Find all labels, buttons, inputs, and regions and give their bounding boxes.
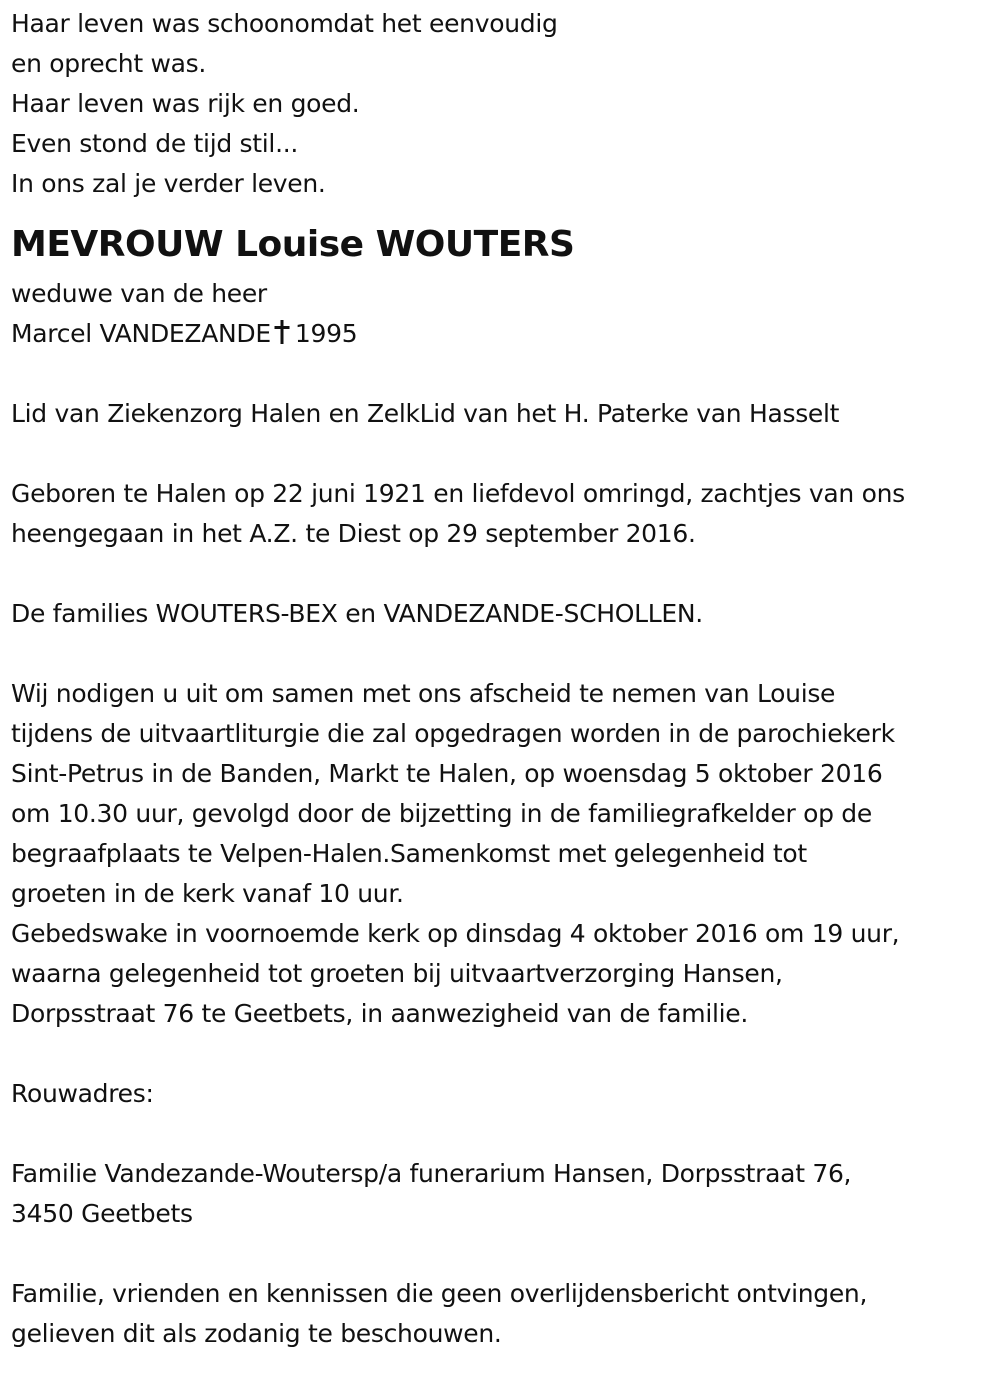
funeral-invitation [11, 674, 991, 1034]
paragraph-line: gelieven dit als zodanig te beschouwen. [11, 1319, 502, 1348]
paragraph-line: Geboren te Halen op 22 juni 1921 en liefdevol omringd, zachtjes van ons [11, 479, 905, 508]
closing-note [11, 1274, 991, 1354]
paragraph-line: waarna gelegenheid tot groeten bij uitvaartverzorging Hansen, [11, 959, 783, 988]
paragraph-line: groeten in de kerk vanaf 10 uur. [11, 879, 404, 908]
poem-line: Haar leven was schoonomdat het eenvoudig [11, 9, 558, 38]
deceased-name: MEVROUW Louise WOUTERS [11, 224, 575, 265]
poem-line: In ons zal je verder leven. [11, 169, 326, 198]
poem-line: Haar leven was rijk en goed. [11, 89, 360, 118]
spouse-line [11, 314, 991, 354]
paragraph-line: Dorpsstraat 76 te Geetbets, in aanwezigheid van de familie. [11, 999, 749, 1028]
paragraph-line: tijdens de uitvaartliturgie die zal opgedragen worden in de parochiekerk [11, 719, 895, 748]
address-line: 3450 Geetbets [11, 1199, 193, 1228]
paragraph-line: heengegaan in het A.Z. te Diest op 29 september 2016. [11, 519, 696, 548]
paragraph-line: Familie, vrienden en kennissen die geen overlijdensbericht ontvingen, [11, 1279, 868, 1308]
spouse-death-year: 1995 [294, 319, 358, 348]
birth-death-paragraph [11, 474, 991, 554]
paragraph-line: Sint-Petrus in de Banden, Markt te Halen, op woensdag 5 oktober 2016 [11, 759, 883, 788]
latin-cross-icon [273, 317, 291, 357]
poem-line: en oprecht was. [11, 49, 207, 78]
obituary-notice [11, 4, 991, 1354]
paragraph-line: Wij nodigen u uit om samen met ons afscheid te nemen van Louise [11, 679, 836, 708]
relation-text: weduwe van de heer [11, 279, 267, 308]
paragraph-line: om 10.30 uur, gevolgd door de bijzetting in de familiegrafkelder op de [11, 799, 872, 828]
poem [11, 4, 991, 204]
mourning-address [11, 1154, 991, 1234]
spouse-name: Marcel VANDEZANDE [11, 319, 271, 348]
membership-text: Lid van Ziekenzorg Halen en ZelkLid van het H. Paterke van Hasselt [11, 399, 840, 428]
poem-line: Even stond de tijd stil... [11, 129, 299, 158]
families-text: De families WOUTERS-BEX en VANDEZANDE-SCHOLLEN. [11, 599, 703, 628]
address-line: Familie Vandezande-Woutersp/a funerarium Hansen, Dorpsstraat 76, [11, 1159, 852, 1188]
paragraph-line: begraafplaats te Velpen-Halen.Samenkomst met gelegenheid tot [11, 839, 807, 868]
paragraph-line: Gebedswake in voornoemde kerk op dinsdag 4 oktober 2016 om 19 uur, [11, 919, 900, 948]
mourning-address-label: Rouwadres: [11, 1079, 154, 1108]
